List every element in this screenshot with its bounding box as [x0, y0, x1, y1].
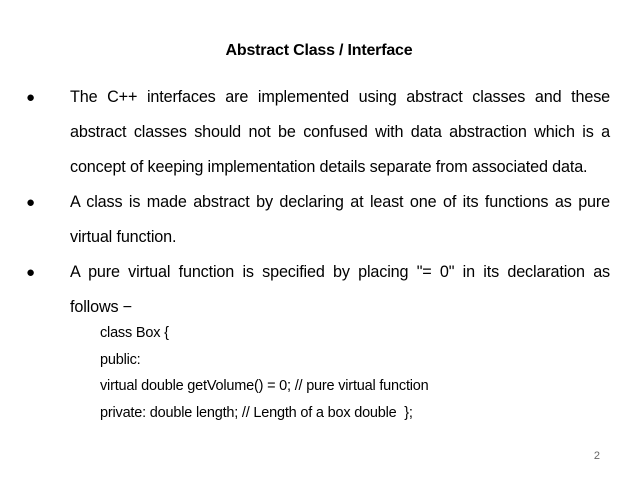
- code-line: private: double length; // Length of a box double };: [100, 404, 413, 421]
- bullet-item: [26, 255, 610, 325]
- code-block: [100, 320, 620, 426]
- bullet-list: [26, 80, 610, 325]
- code-line: public:: [100, 351, 141, 368]
- bullet-icon: ●: [26, 264, 35, 281]
- slide-title: Abstract Class / Interface: [225, 42, 413, 59]
- bullet-text: A class is made abstract by declaring at least one of its functions as pure virtual function.: [70, 193, 610, 246]
- code-line: class Box {: [100, 325, 169, 341]
- bullet-text: The C++ interfaces are implemented using abstract classes and these abstract classes should not be confused with data abstraction which is a concept of keeping implementation details separate from associated data.: [70, 88, 610, 176]
- bullet-text: A pure virtual function is specified by placing "= 0" in its declaration as follows −: [70, 263, 610, 316]
- page-number: 2: [593, 450, 600, 462]
- bullet-icon: ●: [26, 194, 35, 211]
- bullet-icon: ●: [26, 89, 35, 106]
- code-line: virtual double getVolume() = 0; // pure virtual function: [100, 378, 429, 394]
- bullet-item: [26, 185, 610, 255]
- bullet-item: [26, 80, 610, 185]
